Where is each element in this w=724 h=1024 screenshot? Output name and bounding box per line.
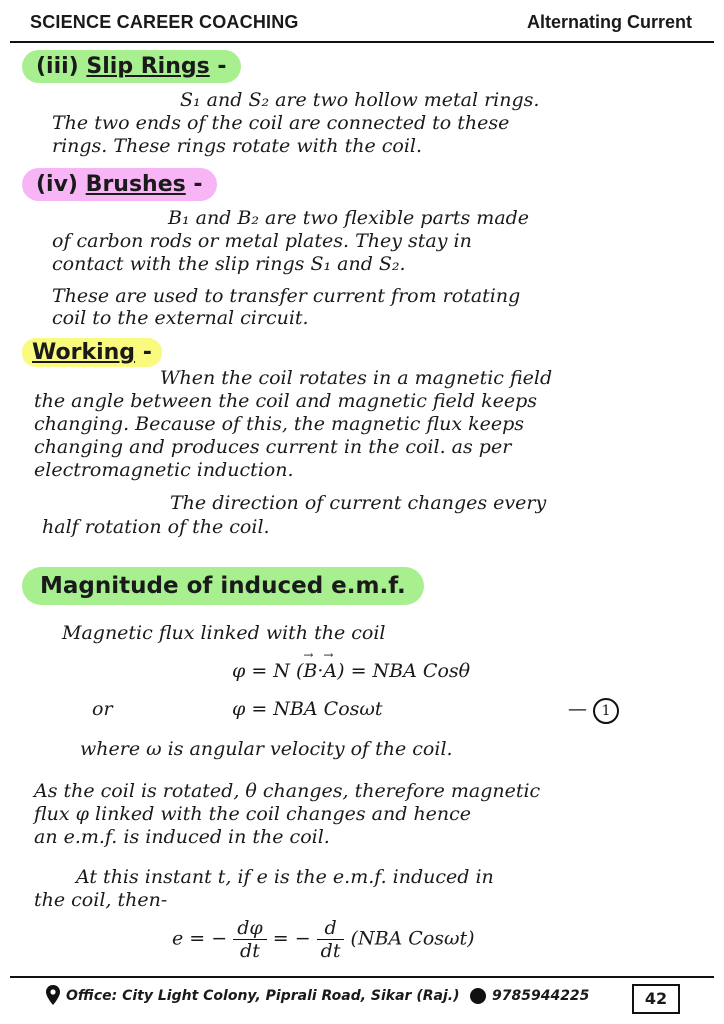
emf-para-line-3: an e.m.f. is induced in the coil. (34, 826, 330, 848)
working-line-5: electromagnetic induction. (34, 459, 294, 481)
d-dt-fraction (317, 917, 345, 962)
flux-eq-lhs: φ = N ( (232, 660, 304, 682)
dphi-numerator: dφ (233, 917, 266, 940)
working-line-2: the angle between the coil and magnetic field keeps (34, 390, 537, 412)
flux-eq-rhs: ) = NBA Cosθ (337, 660, 471, 682)
brushes-line-5: coil to the external circuit. (52, 307, 309, 329)
office-address: Office: City Light Colony, Piprali Road, Sikar (Raj.) (66, 988, 460, 1004)
slip-rings-heading-suffix: - (217, 54, 227, 79)
working-heading (22, 338, 162, 367)
brushes-heading-text: Brushes (85, 172, 186, 197)
footer-rule (10, 976, 714, 978)
omega-definition: where ω is angular velocity of the coil. (80, 738, 453, 760)
page-footer (0, 980, 724, 1020)
emf-eq-lhs: e = − (172, 927, 228, 950)
brushes-line-3: contact with the slip rings S₁ and S₂. (52, 253, 406, 275)
flux-equation-2: φ = NBA Cosωt (232, 698, 383, 720)
working-line-6: The direction of current changes every (170, 492, 547, 514)
phone-icon (470, 988, 486, 1004)
emf-equation (172, 917, 475, 962)
slip-rings-line-1: S₁ and S₂ are two hollow metal rings. (180, 89, 540, 111)
working-line-7: half rotation of the coil. (42, 516, 270, 538)
dt-denominator: dt (240, 940, 260, 962)
brushes-line-4: These are used to transfer current from rotating (52, 285, 521, 307)
equation-tag (568, 698, 619, 724)
slip-rings-heading-text: Slip Rings (86, 54, 210, 79)
instant-line-2: the coil, then- (34, 889, 168, 911)
location-pin-icon (46, 985, 60, 1005)
working-heading-text: Working (32, 340, 136, 365)
emf-para-line-1: As the coil is rotated, θ changes, therefore magnetic (34, 780, 541, 802)
magnitude-heading: Magnitude of induced e.m.f. (22, 567, 424, 605)
working-line-3: changing. Because of this, the magnetic flux keeps (34, 413, 525, 435)
emf-eq-middle: = − (272, 927, 311, 950)
brushes-heading-suffix: - (193, 172, 203, 197)
emf-para-line-2: flux φ linked with the coil changes and hence (34, 803, 472, 825)
dphi-dt-fraction (233, 917, 266, 962)
brushes-heading-prefix: (iv) (36, 172, 78, 197)
emf-eq-tail: (NBA Cosωt) (350, 927, 475, 950)
flux-equation (232, 660, 470, 682)
equation-number: 1 (593, 698, 619, 724)
d-numerator: d (317, 917, 345, 940)
working-line-1: When the coil rotates in a magnetic field (160, 367, 553, 389)
header-rule (10, 41, 714, 43)
dt-denominator-2: dt (320, 940, 341, 962)
or-label: or (92, 698, 113, 720)
instant-line-1: At this instant t, if e is the e.m.f. induced in (76, 866, 494, 888)
chapter-title: Alternating Current (526, 12, 692, 32)
slip-rings-heading (22, 50, 241, 83)
flux-intro: Magnetic flux linked with the coil (62, 622, 386, 644)
working-heading-suffix: - (142, 340, 152, 365)
vector-b: → B (303, 660, 317, 682)
coaching-name: SCIENCE CAREER COACHING (30, 12, 299, 32)
equation-tag-dash: — (568, 698, 587, 720)
phone-number: 9785944225 (492, 988, 590, 1004)
slip-rings-line-2: The two ends of the coil are connected to these (52, 112, 510, 134)
page-number: 42 (632, 984, 680, 1014)
brushes-line-2: of carbon rods or metal plates. They stay in (52, 230, 472, 252)
dot-operator: · (317, 660, 324, 682)
brushes-heading (22, 168, 217, 201)
brushes-line-1: B₁ and B₂ are two flexible parts made (168, 207, 530, 229)
working-line-4: changing and produces current in the coil. as per (34, 436, 512, 458)
slip-rings-line-3: rings. These rings rotate with the coil. (52, 135, 423, 157)
page-header (0, 0, 724, 46)
slip-rings-heading-prefix: (iii) (36, 54, 79, 79)
vector-a: → A (323, 660, 337, 682)
